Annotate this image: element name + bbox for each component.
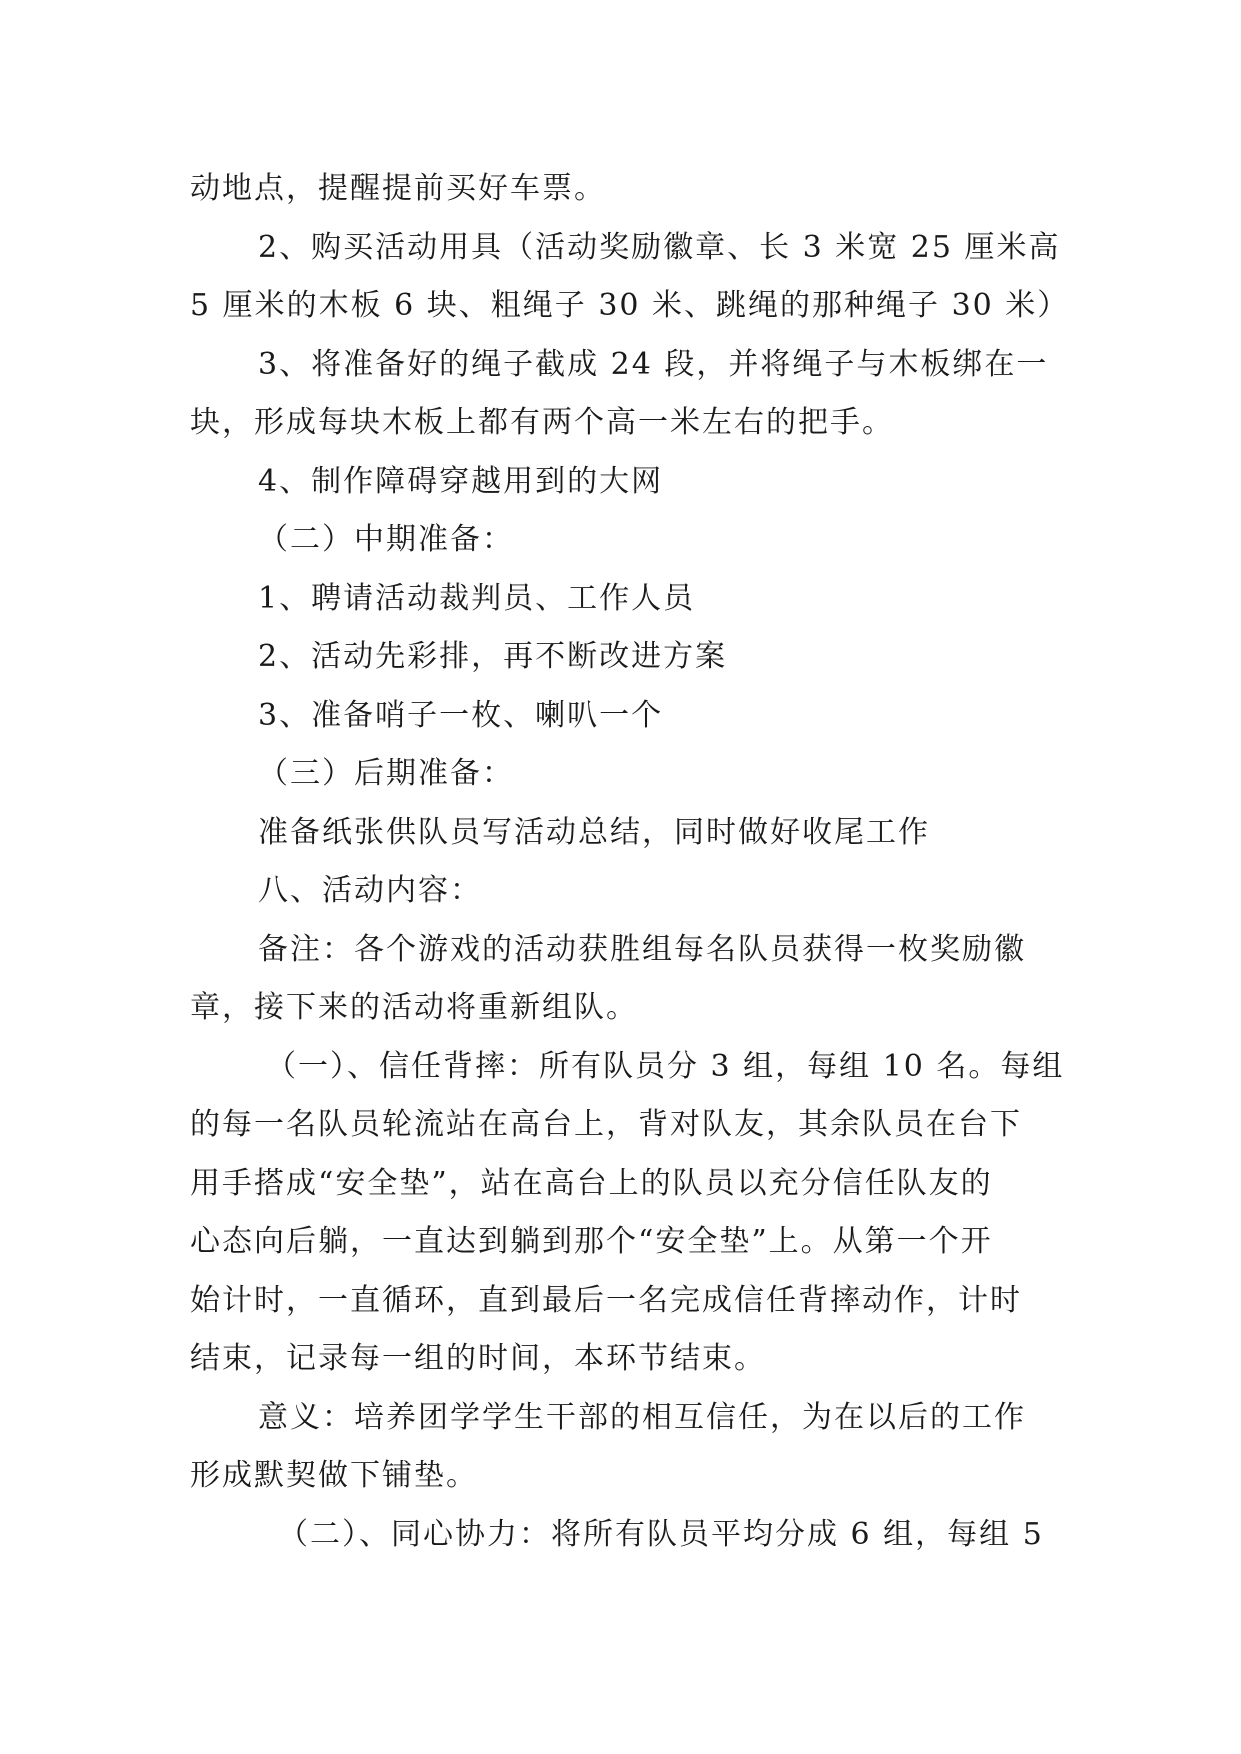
text-line: 块，形成每块木板上都有两个高一米左右的把手。 (190, 405, 894, 440)
body-text (190, 160, 1070, 1564)
text-line: 5 厘米的木板 6 块、粗绳子 30 米、跳绳的那种绳子 30 米） (190, 288, 1070, 323)
text-line: （一）、信任背摔：所有队员分 3 组，每组 10 名。每组 (266, 1048, 1065, 1084)
text-line: 章，接下来的活动将重新组队。 (190, 990, 638, 1025)
text-line: 1、聘请活动裁判员、工作人员 (258, 580, 696, 616)
text-line: 备注：各个游戏的活动获胜组每名队员获得一枚奖励徽 (258, 931, 1026, 967)
text-line: 形成默契做下铺垫。 (190, 1458, 478, 1493)
section-heading: （三）后期准备： (258, 756, 514, 791)
text-line: 2、活动先彩排，再不断改进方案 (258, 639, 728, 674)
section-heading: （二）中期准备： (258, 522, 514, 557)
text-line: 2、购买活动用具（活动奖励徽章、长 3 米宽 25 厘米高 (258, 229, 1061, 265)
text-line: 结束，记录每一组的时间，本环节结束。 (190, 1341, 766, 1376)
text-line: （二）、同心协力：将所有队员平均分成 6 组，每组 5 (278, 1516, 1044, 1552)
text-line: 3、将准备好的绳子截成 24 段，并将绳子与木板绑在一 (258, 346, 1049, 382)
text-line: 心态向后躺，一直达到躺到那个“安全垫”上。从第一个开 (190, 1224, 993, 1259)
text-line: 的每一名队员轮流站在高台上，背对队友，其余队员在台下 (190, 1107, 1022, 1142)
text-line: 意义：培养团学学生干部的相互信任，为在以后的工作 (258, 1399, 1026, 1435)
text-line: 动地点，提醒提前买好车票。 (190, 171, 606, 206)
section-heading: 八、活动内容： (258, 873, 482, 908)
text-line: 用手搭成“安全垫”，站在高台上的队员以充分信任队友的 (190, 1165, 993, 1201)
text-line: 3、准备哨子一枚、喇叭一个 (258, 697, 664, 733)
text-line: 准备纸张供队员写活动总结，同时做好收尾工作 (258, 814, 930, 850)
text-line: 始计时，一直循环，直到最后一名完成信任背摔动作，计时 (190, 1282, 1022, 1318)
text-line: 4、制作障碍穿越用到的大网 (258, 463, 664, 499)
